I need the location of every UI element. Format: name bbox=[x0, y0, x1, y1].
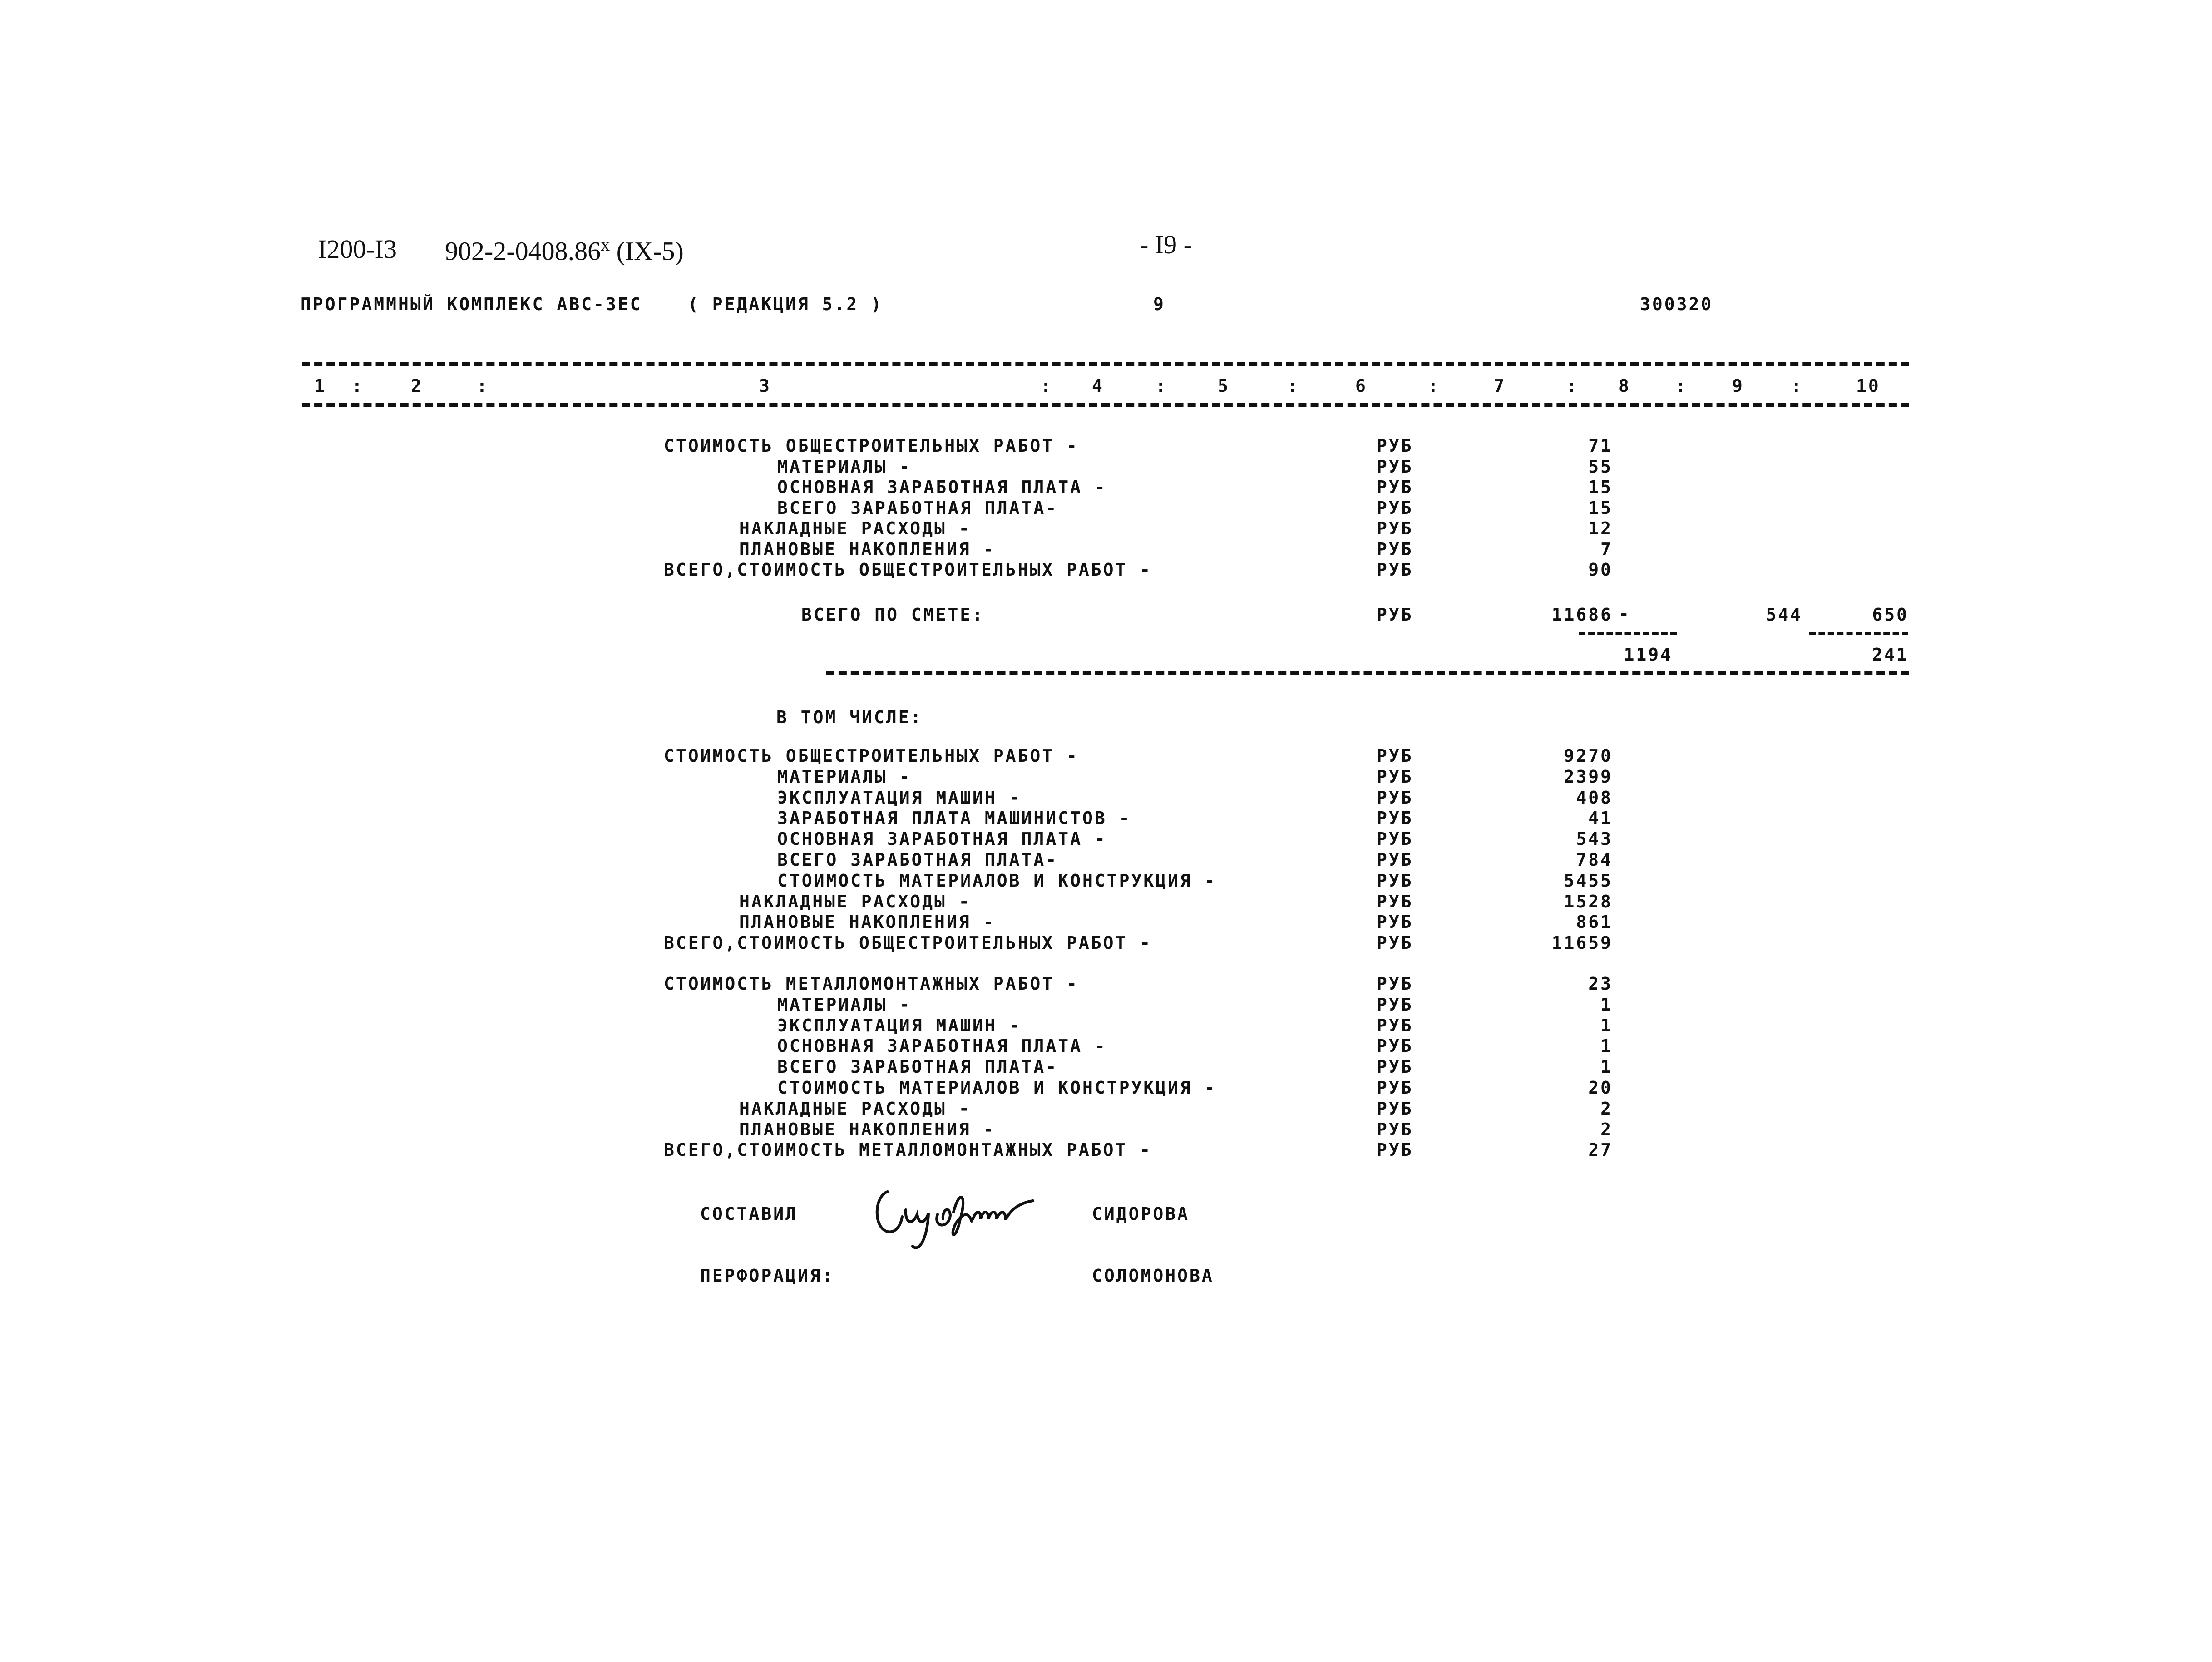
cost-row-unit: РУБ bbox=[1377, 746, 1413, 766]
cost-row-label: ПЛАНОВЫЕ НАКОПЛЕНИЯ - bbox=[739, 912, 996, 932]
column-header-2: 2 bbox=[411, 376, 423, 396]
cost-row-unit: РУБ bbox=[1377, 456, 1413, 477]
cost-row-value: 5455 bbox=[1564, 870, 1613, 891]
cost-row-unit: РУБ bbox=[1377, 1036, 1413, 1056]
cost-row-unit: РУБ bbox=[1377, 808, 1413, 829]
project-code-sup: x bbox=[601, 234, 610, 255]
cost-row-value: 1 bbox=[1600, 1057, 1613, 1077]
cost-row-unit: РУБ bbox=[1377, 436, 1413, 456]
cost-row-value: 12 bbox=[1588, 518, 1613, 538]
cost-row-label: ВСЕГО,СТОИМОСТЬ МЕТАЛЛОМОНТАЖНЫХ РАБОТ - bbox=[664, 1140, 1152, 1160]
cost-row-unit: РУБ bbox=[1377, 974, 1413, 994]
program-number: 9 bbox=[1153, 294, 1165, 314]
cost-row-unit: РУБ bbox=[1377, 1057, 1413, 1077]
cost-row-label: ПЛАНОВЫЕ НАКОПЛЕНИЯ - bbox=[739, 539, 996, 559]
cost-row-label: СТОИМОСТЬ ОБЩЕСТРОИТЕЛЬНЫХ РАБОТ - bbox=[664, 746, 1079, 766]
cost-row-value: 1528 bbox=[1564, 891, 1613, 912]
cost-row-value: 90 bbox=[1588, 560, 1613, 580]
perforation-name: СОЛОМОНОВА bbox=[1092, 1266, 1214, 1286]
cost-row-label: ВСЕГО,СТОИМОСТЬ ОБЩЕСТРОИТЕЛЬНЫХ РАБОТ - bbox=[664, 933, 1152, 953]
cost-row-value: 1 bbox=[1600, 994, 1613, 1015]
cost-row-value: 20 bbox=[1588, 1078, 1613, 1098]
column-separator: : bbox=[1287, 376, 1299, 396]
cost-row-value: 27 bbox=[1588, 1140, 1613, 1160]
cost-row-label: СТОИМОСТЬ ОБЩЕСТРОИТЕЛЬНЫХ РАБОТ - bbox=[664, 436, 1079, 456]
cost-row-label: МАТЕРИАЛЫ - bbox=[777, 994, 912, 1015]
program-id: 300320 bbox=[1640, 294, 1713, 314]
cost-row-unit: РУБ bbox=[1377, 994, 1413, 1015]
column-separator: : bbox=[1675, 376, 1688, 396]
cost-row-value: 9270 bbox=[1564, 746, 1613, 766]
cost-row-label: ВСЕГО,СТОИМОСТЬ ОБЩЕСТРОИТЕЛЬНЫХ РАБОТ - bbox=[664, 560, 1152, 580]
cost-row-label: ЗАРАБОТНАЯ ПЛАТА МАШИНИСТОВ - bbox=[777, 808, 1131, 829]
column-header-9: 9 bbox=[1732, 376, 1744, 396]
total-value: 11686 bbox=[1551, 605, 1613, 625]
column-header-7: 7 bbox=[1494, 376, 1506, 396]
cost-row-label: ЭКСПЛУАТАЦИЯ МАШИН - bbox=[777, 787, 1022, 808]
cost-row-unit: РУБ bbox=[1377, 766, 1413, 787]
cost-row-value: 2 bbox=[1600, 1119, 1613, 1139]
cost-row-unit: РУБ bbox=[1377, 1119, 1413, 1139]
cost-row-unit: РУБ bbox=[1377, 477, 1413, 497]
cost-row-unit: РУБ bbox=[1377, 870, 1413, 891]
column-separator: : bbox=[1791, 376, 1803, 396]
total-col9: 544 bbox=[1766, 605, 1802, 625]
project-code bbox=[445, 234, 684, 266]
column-header-4: 4 bbox=[1092, 376, 1104, 396]
column-header-5: 5 bbox=[1218, 376, 1230, 396]
cost-row-label: СТОИМОСТЬ МАТЕРИАЛОВ И КОНСТРУКЦИЯ - bbox=[777, 1078, 1217, 1098]
cost-row-unit: РУБ bbox=[1377, 1015, 1413, 1036]
column-header-10: 10 bbox=[1856, 376, 1881, 396]
cost-row-value: 23 bbox=[1588, 974, 1613, 994]
total-label: ВСЕГО ПО СМЕТЕ: bbox=[801, 605, 985, 625]
total-col10-below: 241 bbox=[1872, 645, 1909, 665]
cost-row-value: 55 bbox=[1588, 456, 1613, 477]
cost-row-value: 1 bbox=[1600, 1015, 1613, 1036]
compiled-label: СОСТАВИЛ bbox=[700, 1204, 798, 1224]
cost-row-unit: РУБ bbox=[1377, 498, 1413, 518]
cost-row-value: 15 bbox=[1588, 498, 1613, 518]
cost-row-label: МАТЕРИАЛЫ - bbox=[777, 766, 912, 787]
cost-row-label: НАКЛАДНЫЕ РАСХОДЫ - bbox=[739, 891, 971, 912]
cost-row-label: НАКЛАДНЫЕ РАСХОДЫ - bbox=[739, 1098, 971, 1119]
cost-row-unit: РУБ bbox=[1377, 787, 1413, 808]
cost-row-label: ЭКСПЛУАТАЦИЯ МАШИН - bbox=[777, 1015, 1022, 1036]
column-separator: : bbox=[1155, 376, 1168, 396]
cost-row-value: 861 bbox=[1576, 912, 1613, 932]
compiled-name: СИДОРОВА bbox=[1092, 1204, 1190, 1224]
cost-row-label: ВСЕГО ЗАРАБОТНАЯ ПЛАТА- bbox=[777, 498, 1058, 518]
cost-row-unit: РУБ bbox=[1377, 933, 1413, 953]
cost-row-label: ПЛАНОВЫЕ НАКОПЛЕНИЯ - bbox=[739, 1119, 996, 1139]
column-header-6: 6 bbox=[1355, 376, 1368, 396]
cost-row-unit: РУБ bbox=[1377, 1140, 1413, 1160]
cost-row-label: ОСНОВНАЯ ЗАРАБОТНАЯ ПЛАТА - bbox=[777, 829, 1107, 849]
cost-row-unit: РУБ bbox=[1377, 1078, 1413, 1098]
cost-row-value: 7 bbox=[1600, 539, 1613, 559]
cost-row-value: 11659 bbox=[1551, 933, 1613, 953]
signature bbox=[869, 1178, 1042, 1255]
program-edition: ( РЕДАКЦИЯ 5.2 ) bbox=[688, 294, 884, 314]
sheet-code: I200-I3 bbox=[318, 234, 397, 264]
program-name: ПРОГРАММНЫЙ КОМПЛЕКС АВС-3ЕС bbox=[301, 294, 642, 314]
total-rule bbox=[826, 671, 1909, 675]
cost-row-value: 2 bbox=[1600, 1098, 1613, 1119]
perforation-label: ПЕРФОРАЦИЯ: bbox=[700, 1266, 834, 1286]
cost-row-unit: РУБ bbox=[1377, 891, 1413, 912]
column-header-8: 8 bbox=[1619, 376, 1631, 396]
cost-row-label: СТОИМОСТЬ МАТЕРИАЛОВ И КОНСТРУКЦИЯ - bbox=[777, 870, 1217, 891]
total-col10-rule bbox=[1809, 632, 1908, 635]
cost-row-unit: РУБ bbox=[1377, 560, 1413, 580]
column-separator: : bbox=[1566, 376, 1579, 396]
column-separator: : bbox=[1428, 376, 1440, 396]
column-header-3: 3 bbox=[759, 376, 771, 396]
cost-row-label: ОСНОВНАЯ ЗАРАБОТНАЯ ПЛАТА - bbox=[777, 477, 1107, 497]
cost-row-unit: РУБ bbox=[1377, 829, 1413, 849]
cost-row-value: 71 bbox=[1588, 436, 1613, 456]
cost-row-value: 41 bbox=[1588, 808, 1613, 829]
cost-row-value: 2399 bbox=[1564, 766, 1613, 787]
cost-row-label: МАТЕРИАЛЫ - bbox=[777, 456, 912, 477]
total-col8-rule bbox=[1579, 632, 1677, 635]
header-rule-bottom bbox=[302, 403, 1909, 407]
cost-row-value: 784 bbox=[1576, 850, 1613, 870]
cost-row-label: НАКЛАДНЫЕ РАСХОДЫ - bbox=[739, 518, 971, 538]
column-separator: : bbox=[1041, 376, 1053, 396]
cost-row-value: 543 bbox=[1576, 829, 1613, 849]
cost-row-value: 15 bbox=[1588, 477, 1613, 497]
cost-row-label: СТОИМОСТЬ МЕТАЛЛОМОНТАЖНЫХ РАБОТ - bbox=[664, 974, 1079, 994]
column-separator: : bbox=[352, 376, 364, 396]
cost-row-unit: РУБ bbox=[1377, 912, 1413, 932]
including-label: В ТОМ ЧИСЛЕ: bbox=[776, 707, 923, 727]
cost-row-unit: РУБ bbox=[1377, 1098, 1413, 1119]
cost-row-label: ВСЕГО ЗАРАБОТНАЯ ПЛАТА- bbox=[777, 850, 1058, 870]
total-col10: 650 bbox=[1872, 605, 1909, 625]
cost-row-value: 1 bbox=[1600, 1036, 1613, 1056]
total-col8: - bbox=[1619, 604, 1631, 624]
total-col8-below: 1194 bbox=[1624, 645, 1673, 665]
cost-row-value: 408 bbox=[1576, 787, 1613, 808]
total-unit: РУБ bbox=[1377, 605, 1413, 625]
project-code-main: 902-2-0408.86 bbox=[445, 236, 601, 266]
cost-row-unit: РУБ bbox=[1377, 539, 1413, 559]
cost-row-label: ВСЕГО ЗАРАБОТНАЯ ПЛАТА- bbox=[777, 1057, 1058, 1077]
column-separator: : bbox=[477, 376, 489, 396]
cost-row-label: ОСНОВНАЯ ЗАРАБОТНАЯ ПЛАТА - bbox=[777, 1036, 1107, 1056]
column-header-1: 1 bbox=[314, 376, 326, 396]
project-code-tail: (IX-5) bbox=[616, 236, 684, 266]
cost-row-unit: РУБ bbox=[1377, 850, 1413, 870]
page-number: - I9 - bbox=[1140, 230, 1192, 259]
cost-row-unit: РУБ bbox=[1377, 518, 1413, 538]
header-rule-top bbox=[302, 362, 1909, 366]
